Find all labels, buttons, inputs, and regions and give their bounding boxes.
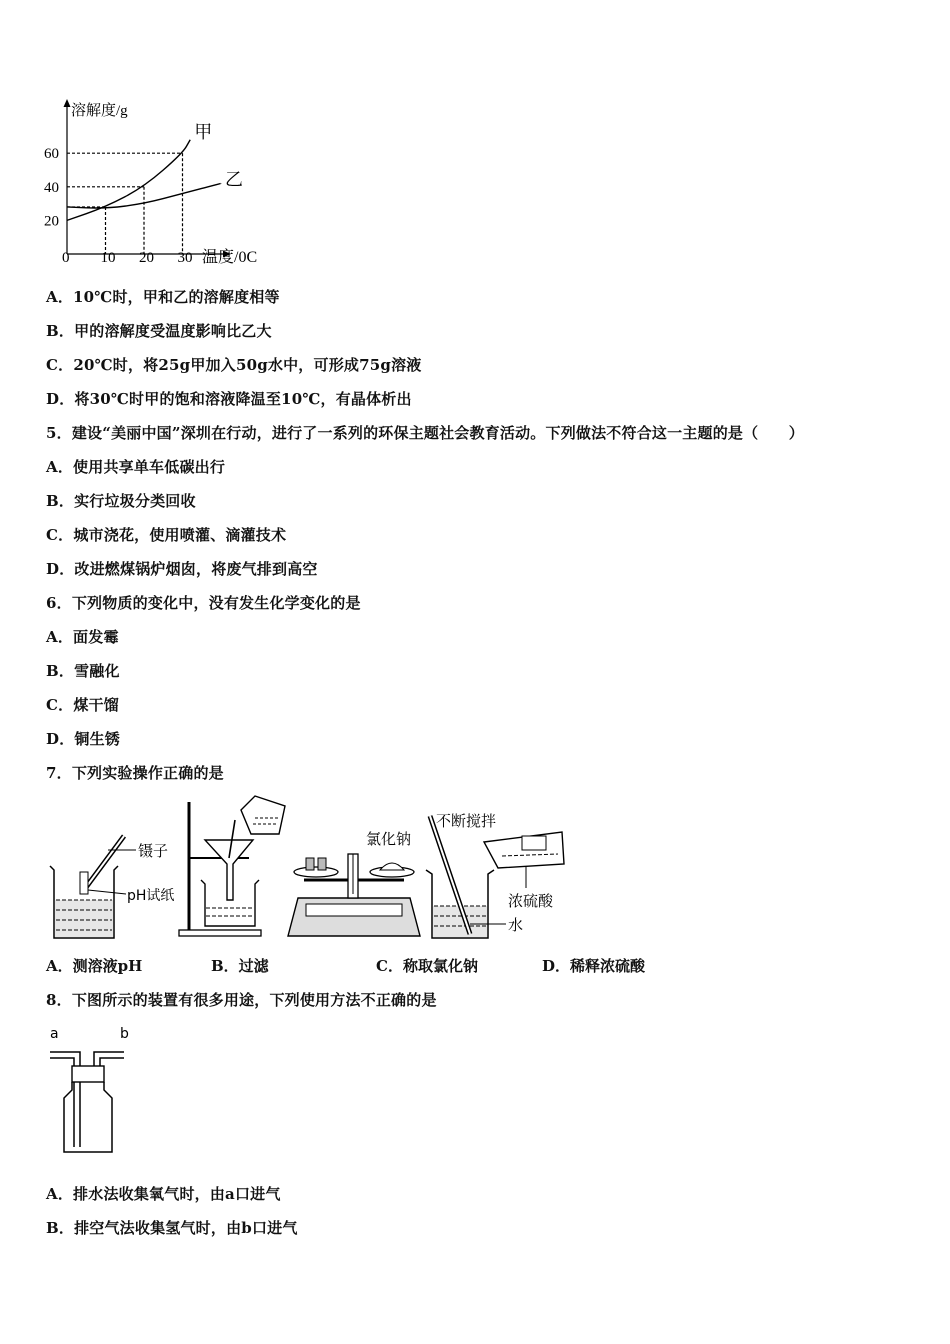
ph-paper-icon (80, 872, 88, 894)
q7-option-a: A．测溶液pH (46, 957, 143, 975)
q5-option-b: B．实行垃圾分类回收 (46, 492, 196, 510)
q7-stem: 7．下列实验操作正确的是 (46, 764, 224, 782)
q8-stem: 8．下图所示的装置有很多用途，下列使用方法不正确的是 (46, 991, 437, 1009)
nacl-pile-icon (380, 863, 404, 870)
label-port-a: a (50, 1026, 59, 1042)
left-pan (294, 867, 338, 877)
q6-option-d: D．铜生锈 (46, 730, 121, 748)
q5-option-c: C．城市浇花，使用喷灌、滴灌技术 (46, 526, 287, 544)
q4-option-d: D．将30℃时甲的饱和溶液降温至10℃，有晶体析出 (46, 390, 412, 408)
y-axis-label: 溶解度/g (71, 103, 128, 119)
q5-stem: 5．建设“美丽中国”深圳在行动，进行了一系列的环保主题社会教育活动。下列做法不符合这一主题的是（ ） (46, 424, 804, 442)
gas-bottle-icon (64, 1082, 112, 1152)
label-water: 水 (508, 916, 524, 934)
y-tick-label: 40 (44, 179, 59, 196)
label-acid: 浓硫酸 (508, 892, 554, 910)
fig-measure-ph (44, 828, 194, 943)
x-axis-label (202, 248, 257, 266)
series-label-yi: 乙 (225, 169, 243, 190)
y-axis-arrow (64, 99, 71, 107)
series-label-jia: 甲 (194, 121, 213, 142)
q5-option-a: A．使用共享单车低碳出行 (46, 458, 226, 476)
fig-weighing (284, 818, 424, 942)
q6-option-b: B．雪融化 (46, 662, 120, 680)
fig-filtration (175, 792, 295, 942)
x-axis-label-unit: 0C (238, 249, 258, 266)
funnel-icon (205, 840, 253, 900)
fig-dilute-acid (422, 806, 572, 946)
beaker-a-liquid (55, 900, 113, 937)
q6-stem: 6．下列物质的变化中，没有发生化学变化的是 (46, 594, 361, 612)
label-stir: 不断搅拌 (436, 812, 497, 830)
solubility-chart (40, 96, 280, 271)
q4-option-b: B．甲的溶解度受温度影响比乙大 (46, 322, 272, 340)
q8-option-b: B．排空气法收集氢气时，由b口进气 (46, 1219, 298, 1237)
q4-option-a: A．10℃时，甲和乙的溶解度相等 (46, 288, 280, 306)
stand-base (179, 930, 261, 936)
x-tick-label: 30 (177, 250, 193, 266)
label-ph-paper: pH试纸 (127, 888, 175, 904)
x-tick-label: 20 (139, 250, 154, 266)
x-tick-label: 0 (62, 250, 70, 266)
q5-option-d: D．改进燃煤锅炉烟囱，将废气排到高空 (46, 560, 318, 578)
stopper (72, 1066, 104, 1082)
pouring-beaker-icon (241, 796, 285, 834)
y-tick-label: 20 (44, 213, 59, 230)
q6-option-c: C．煤干馏 (46, 696, 119, 714)
weight-icon (306, 858, 314, 870)
x-tick-label: 10 (100, 250, 116, 266)
q4-option-c: C．20℃时，将25g甲加入50g水中，可形成75g溶液 (46, 356, 422, 374)
y-tick-label: 60 (44, 146, 59, 163)
q7-option-b: B．过滤 (211, 957, 269, 975)
q6-option-a: A．面发霉 (46, 628, 119, 646)
q7-option-c: C．称取氯化钠 (376, 957, 478, 975)
label-tweezers: 镊子 (138, 842, 169, 860)
fig-gas-bottle (44, 1022, 144, 1157)
label-port-b: b (120, 1026, 129, 1042)
q8-option-a: A．排水法收集氧气时，由a口进气 (46, 1185, 281, 1203)
q7-option-d: D．稀释浓硫酸 (542, 957, 646, 975)
x-axis-label-text: 温度/ (202, 249, 239, 266)
label-nacl: 氯化钠 (366, 830, 412, 848)
